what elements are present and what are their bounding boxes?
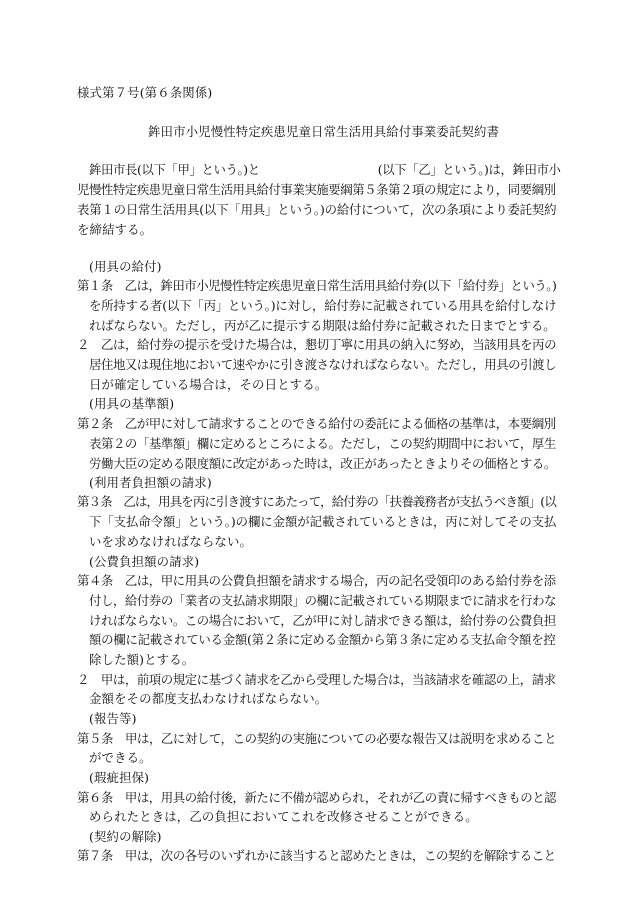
article-4-line: 額の欄に記載されている金額(第２条に定める金額から第３条に定める支払命令額を控 <box>89 632 556 647</box>
caption-article-2: (用具の基準額) <box>89 396 175 411</box>
article-3-line: 第３条 乙は，用具を丙に引き渡すにあたって，給付券の「扶養義務者が支払うべき額」(以 <box>77 494 556 509</box>
caption-article-1: (用具の給付) <box>89 259 162 274</box>
caption-article-4: (公費負担額の請求) <box>89 554 200 569</box>
article-1-paragraph-2-line: ２ 乙は，給付券の提示を受けた場合は，懇切丁寧に用具の納入に努め，当該用具を丙の <box>77 337 557 352</box>
article-4-line: 付し，給付券の「業者の支払請求期限」の欄に記載されている期限までに請求を行わな <box>89 593 557 608</box>
article-4-paragraph-2-line: ２ 甲は，前項の規定に基づく請求を乙から受理した場合は，当該請求を確認の上，請求 <box>77 672 556 687</box>
article-6-line: 第６条 甲は，用具の給付後，新たに不備が認められ，それが乙の責に帰すべきものと認 <box>77 790 557 805</box>
article-4-line: 第４条 乙は，甲に用具の公費負担額を請求する場合，丙の記名受領印のある給付券を添 <box>77 573 556 588</box>
form-number: 様式第７号(第６条関係) <box>77 85 213 100</box>
preamble-line: を締結する。 <box>77 222 153 237</box>
caption-article-7: (契約の解除) <box>89 829 162 844</box>
article-1-paragraph-2-line: 日が確定している場合は，その日とする。 <box>89 377 328 392</box>
article-4-paragraph-2-line: 金額をその都度支払わなければならない。 <box>89 691 328 706</box>
article-2-line: 労働大臣の定める限度額に改定があった時は，改正があったときよりその価格とする。 <box>89 456 556 471</box>
article-6-line: められたときは，乙の負担においてこれを改修させることができる。 <box>89 809 478 824</box>
preamble-line: 児慢性特定疾患児童日常生活用具給付事業実施要綱第５条第２項の規定により，同要綱別 <box>77 182 556 197</box>
article-4-line: ければならない。この場合において，乙が甲に対し請求できる額は，給付券の公費負担 <box>89 613 556 628</box>
document-title: 鉾田市小児慢性特定疾患児童日常生活用具給付事業委託契約書 <box>148 124 500 139</box>
caption-article-3: (利用者負担額の請求) <box>89 475 212 490</box>
article-3-line: いを求めなければならない。 <box>89 534 253 549</box>
article-1-line: ればならない。ただし，丙が乙に提示する期限は給付券に記載された日までとする。 <box>89 318 556 333</box>
article-2-line: 第２条 乙が甲に対して請求することのできる給付の委託による価格の基準は，本要綱別 <box>77 416 556 431</box>
caption-article-5: (報告等) <box>89 711 137 726</box>
article-1-line: 第１条 乙は，鉾田市小児慢性特定疾患児童日常生活用具給付券(以下「給付券」という。) <box>77 278 557 293</box>
article-2-line: 表第２の「基準額」欄に定めるところによる。ただし，この契約期間中において，厚生 <box>89 436 556 451</box>
article-7-line: 第７条 甲は，次の各号のいずれかに該当すると認めたときは，この契約を解除すること <box>77 848 556 863</box>
caption-article-6: (瑕疵担保) <box>89 770 150 785</box>
preamble-text: (以下「乙」という。)は，鉾田市小 <box>377 162 561 177</box>
preamble-line <box>89 162 561 178</box>
article-1-paragraph-2-line: 居住地又は現住地において速やかに引き渡さなければならない。ただし，用具の引渡し <box>89 357 557 372</box>
article-5-line: 第５条 甲は，乙に対して，この契約の実施についての必要な報告又は説明を求めること <box>77 731 557 746</box>
preamble-line: 表第１の日常生活用具(以下「用具」という。)の給付について，次の条項により委託契約 <box>77 202 557 217</box>
article-1-line: を所持する者(以下「丙」という。)に対し，給付券に記載されている用具を給付しなけ <box>89 298 557 313</box>
article-3-line: 下「支払命令額」という。)の欄に金額が記載されているときは，丙に対してその支払 <box>89 514 557 529</box>
article-5-line: ができる。 <box>89 750 152 765</box>
article-4-line: 除した額)とする。 <box>89 652 195 667</box>
preamble-text: 鉾田市長(以下「甲」という。)と <box>89 162 260 177</box>
